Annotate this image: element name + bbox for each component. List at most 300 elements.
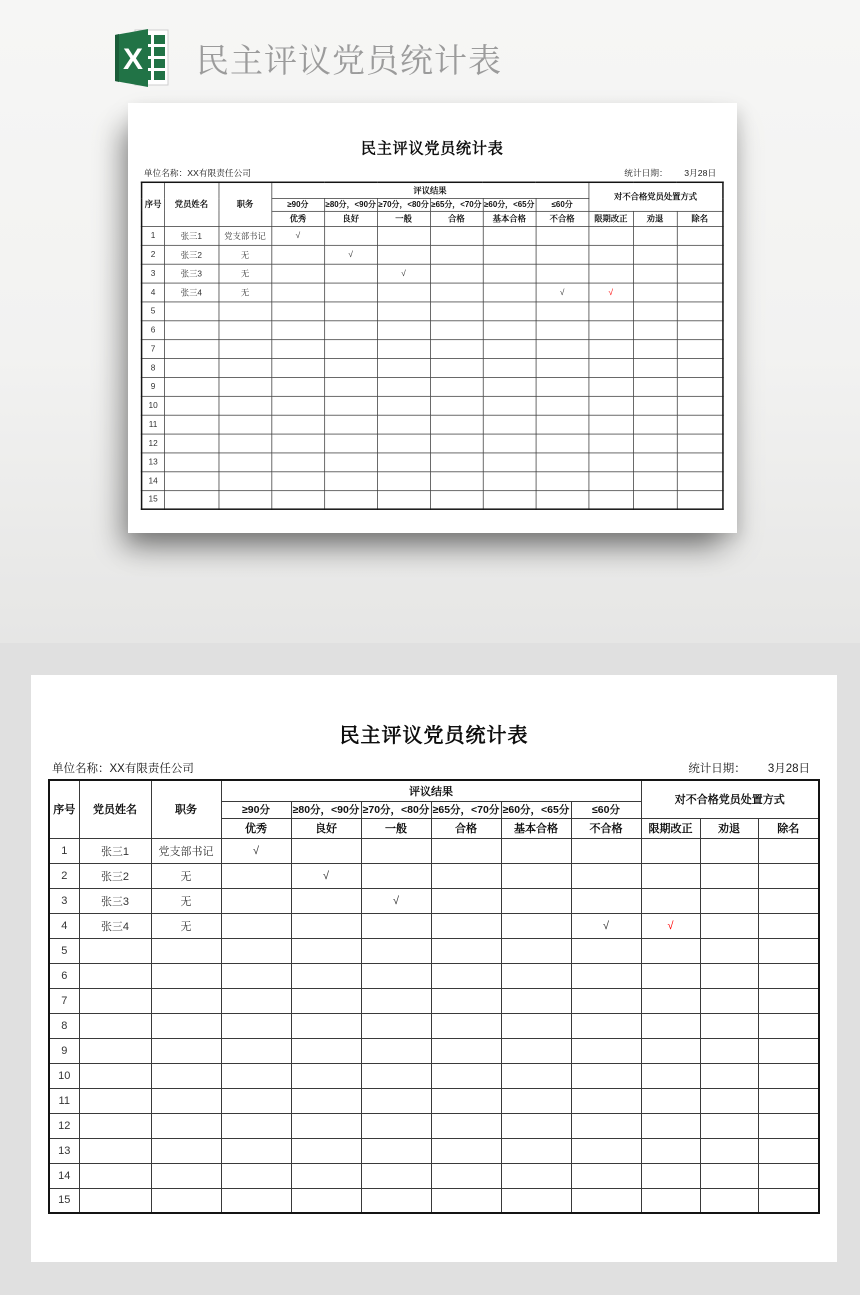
check-cell	[700, 888, 758, 913]
check-cell	[431, 1113, 501, 1138]
check-cell	[324, 434, 377, 453]
check-cell	[483, 415, 536, 434]
sheet-page	[31, 675, 837, 1262]
score-header-cell: ≥65分，<70分	[430, 198, 483, 211]
check-cell	[271, 471, 324, 490]
table-row	[49, 913, 819, 938]
check-cell	[633, 245, 677, 264]
table-row	[49, 1113, 819, 1138]
group-header-disposal: 对不合格党员处置方式	[589, 182, 723, 211]
member-name-cell	[164, 320, 218, 339]
check-cell	[700, 913, 758, 938]
check-cell	[589, 226, 634, 245]
member-name-cell: 张三1	[79, 838, 151, 863]
check-cell	[633, 358, 677, 377]
score-header-cell: ≥70分，<80分	[361, 801, 431, 818]
check-cell	[571, 888, 641, 913]
check-cell	[677, 415, 723, 434]
member-name-cell	[79, 1188, 151, 1213]
disposal-header-cell: 限期改正	[641, 818, 700, 838]
check-cell	[271, 453, 324, 472]
check-cell	[483, 302, 536, 321]
check-cell: √	[536, 283, 589, 302]
row-no-cell: 3	[49, 888, 79, 913]
check-cell	[361, 938, 431, 963]
check-cell	[641, 838, 700, 863]
check-cell	[700, 1063, 758, 1088]
check-cell	[291, 1188, 361, 1213]
check-cell	[571, 963, 641, 988]
check-cell	[361, 1163, 431, 1188]
check-cell	[641, 1113, 700, 1138]
score-header-cell: ≥90分	[221, 801, 291, 818]
table-row	[49, 1138, 819, 1163]
check-cell	[431, 913, 501, 938]
member-name-cell	[79, 1013, 151, 1038]
check-cell	[700, 963, 758, 988]
check-cell	[483, 453, 536, 472]
disposal-header-cell: 除名	[758, 818, 819, 838]
table-row	[142, 396, 723, 415]
member-name-cell: 张三2	[164, 245, 218, 264]
check-cell	[758, 888, 819, 913]
table-row	[49, 1163, 819, 1188]
check-cell	[758, 963, 819, 988]
check-cell	[633, 226, 677, 245]
check-cell	[430, 302, 483, 321]
check-cell	[589, 339, 634, 358]
member-name-cell	[79, 963, 151, 988]
check-cell	[483, 283, 536, 302]
check-cell	[633, 377, 677, 396]
disposal-header-cell: 限期改正	[589, 211, 634, 226]
duty-cell	[151, 1088, 221, 1113]
duty-cell: 党支部书记	[151, 838, 221, 863]
check-cell	[377, 358, 430, 377]
table-row	[49, 838, 819, 863]
table-row	[142, 264, 723, 283]
duty-cell	[151, 988, 221, 1013]
check-cell	[483, 320, 536, 339]
check-cell	[700, 1188, 758, 1213]
check-cell	[431, 838, 501, 863]
row-no-cell: 9	[142, 377, 165, 396]
grade-header-cell: 合格	[430, 211, 483, 226]
check-cell	[589, 377, 634, 396]
check-cell	[361, 1138, 431, 1163]
check-cell: √	[361, 888, 431, 913]
check-cell	[291, 1038, 361, 1063]
check-cell	[700, 988, 758, 1013]
unit-name-value: XX有限责任公司	[187, 169, 251, 179]
check-cell	[501, 838, 571, 863]
duty-cell	[219, 415, 272, 434]
stat-date-label: 统计日期：	[624, 169, 668, 179]
duty-cell	[151, 1163, 221, 1188]
row-no-cell: 8	[142, 358, 165, 377]
row-no-cell: 6	[49, 963, 79, 988]
check-cell	[271, 320, 324, 339]
check-cell	[361, 913, 431, 938]
check-cell	[536, 396, 589, 415]
check-cell	[677, 453, 723, 472]
score-header-cell: ≥80分，<90分	[324, 198, 377, 211]
check-cell	[377, 245, 430, 264]
check-cell	[589, 264, 634, 283]
check-cell	[271, 415, 324, 434]
check-cell	[271, 339, 324, 358]
check-cell	[758, 838, 819, 863]
check-cell	[536, 264, 589, 283]
member-name-cell	[164, 453, 218, 472]
grade-header-cell: 一般	[377, 211, 430, 226]
col-header-duty: 职务	[151, 780, 221, 838]
row-no-cell: 5	[49, 938, 79, 963]
duty-cell	[151, 1113, 221, 1138]
row-no-cell: 2	[142, 245, 165, 264]
score-header-cell: ≥65分，<70分	[431, 801, 501, 818]
duty-cell	[151, 938, 221, 963]
check-cell	[571, 1113, 641, 1138]
unit-name	[144, 167, 251, 179]
check-cell	[501, 1038, 571, 1063]
check-cell	[677, 339, 723, 358]
check-cell	[641, 888, 700, 913]
member-name-cell: 张三3	[79, 888, 151, 913]
check-cell	[483, 396, 536, 415]
check-cell	[677, 264, 723, 283]
member-name-cell: 张三3	[164, 264, 218, 283]
check-cell	[633, 302, 677, 321]
check-cell	[431, 938, 501, 963]
grade-header-cell: 基本合格	[501, 818, 571, 838]
row-no-cell: 11	[49, 1088, 79, 1113]
score-header-cell: ≤60分	[536, 198, 589, 211]
table-row	[49, 1088, 819, 1113]
check-cell	[633, 264, 677, 283]
unit-name-label: 单位名称：	[143, 169, 188, 179]
check-cell	[677, 320, 723, 339]
check-cell	[431, 1038, 501, 1063]
check-cell	[430, 264, 483, 283]
member-name-cell	[79, 1163, 151, 1188]
member-name-cell	[164, 302, 218, 321]
check-cell	[430, 377, 483, 396]
row-no-cell: 13	[142, 453, 165, 472]
member-name-cell	[164, 377, 218, 396]
duty-cell	[219, 302, 272, 321]
stat-date	[688, 760, 810, 776]
grade-header-cell: 不合格	[536, 211, 589, 226]
check-cell	[361, 1113, 431, 1138]
check-cell	[221, 988, 291, 1013]
check-cell	[377, 396, 430, 415]
check-cell	[377, 434, 430, 453]
sheet-meta-row	[144, 167, 716, 179]
check-cell	[361, 863, 431, 888]
row-no-cell: 11	[142, 415, 165, 434]
check-cell	[291, 1138, 361, 1163]
row-no-cell: 7	[49, 988, 79, 1013]
check-cell	[536, 434, 589, 453]
check-cell	[589, 245, 634, 264]
group-header-disposal: 对不合格党员处置方式	[641, 780, 819, 818]
grade-header-cell: 一般	[361, 818, 431, 838]
check-cell	[536, 453, 589, 472]
member-name-cell: 张三1	[164, 226, 218, 245]
row-no-cell: 1	[49, 838, 79, 863]
check-cell	[291, 838, 361, 863]
check-cell	[431, 1163, 501, 1188]
check-cell	[536, 490, 589, 509]
check-cell	[677, 283, 723, 302]
check-cell	[221, 1063, 291, 1088]
check-cell	[536, 415, 589, 434]
duty-cell: 无	[219, 245, 272, 264]
check-cell	[291, 1063, 361, 1088]
table-row	[142, 302, 723, 321]
check-cell	[758, 988, 819, 1013]
duty-cell	[151, 1038, 221, 1063]
member-name-cell	[79, 1088, 151, 1113]
check-cell	[377, 320, 430, 339]
duty-cell: 无	[219, 264, 272, 283]
check-cell	[430, 415, 483, 434]
table-row	[49, 1063, 819, 1088]
check-cell	[221, 1013, 291, 1038]
check-cell	[700, 1013, 758, 1038]
unit-name-value: XX有限责任公司	[109, 763, 194, 775]
score-header-cell: ≥90分	[271, 198, 324, 211]
member-name-cell	[164, 490, 218, 509]
check-cell	[324, 283, 377, 302]
check-cell	[430, 396, 483, 415]
member-name-cell	[79, 1063, 151, 1088]
check-cell	[501, 1013, 571, 1038]
preview-page-small	[128, 103, 737, 533]
member-name-cell: 张三4	[79, 913, 151, 938]
duty-cell	[219, 320, 272, 339]
check-cell	[361, 988, 431, 1013]
check-cell	[501, 888, 571, 913]
row-no-cell: 6	[142, 320, 165, 339]
check-cell	[641, 1163, 700, 1188]
check-cell	[758, 1038, 819, 1063]
row-no-cell: 2	[49, 863, 79, 888]
table-row	[142, 490, 723, 509]
check-cell	[430, 358, 483, 377]
check-cell	[677, 396, 723, 415]
check-cell	[501, 1063, 571, 1088]
check-cell	[700, 1038, 758, 1063]
duty-cell: 党支部书记	[219, 226, 272, 245]
check-cell	[641, 938, 700, 963]
check-cell	[633, 490, 677, 509]
check-cell	[483, 245, 536, 264]
duty-cell	[219, 453, 272, 472]
check-cell	[536, 358, 589, 377]
grade-header-cell: 基本合格	[483, 211, 536, 226]
check-cell	[501, 913, 571, 938]
check-cell	[633, 339, 677, 358]
duty-cell	[151, 1138, 221, 1163]
check-cell	[377, 471, 430, 490]
row-no-cell: 1	[142, 226, 165, 245]
duty-cell: 无	[151, 888, 221, 913]
check-cell	[641, 1038, 700, 1063]
check-cell	[536, 320, 589, 339]
check-cell	[641, 1013, 700, 1038]
check-cell	[536, 339, 589, 358]
disposal-header-cell: 除名	[677, 211, 723, 226]
check-cell: √	[571, 913, 641, 938]
check-cell	[677, 226, 723, 245]
row-no-cell: 10	[142, 396, 165, 415]
table-row	[49, 1188, 819, 1213]
check-cell	[589, 471, 634, 490]
check-cell	[483, 358, 536, 377]
check-cell	[483, 377, 536, 396]
review-table-slot	[48, 779, 837, 1214]
check-cell	[571, 838, 641, 863]
check-cell	[571, 1188, 641, 1213]
check-cell	[536, 471, 589, 490]
check-cell	[430, 320, 483, 339]
check-cell	[641, 863, 700, 888]
check-cell	[571, 1063, 641, 1088]
check-cell: √	[221, 838, 291, 863]
check-cell	[536, 245, 589, 264]
review-table	[48, 779, 820, 1214]
row-no-cell: 5	[142, 302, 165, 321]
check-cell	[324, 320, 377, 339]
grade-header-cell: 合格	[431, 818, 501, 838]
check-cell	[571, 988, 641, 1013]
check-cell	[377, 283, 430, 302]
svg-text:X: X	[122, 43, 144, 76]
check-cell	[271, 490, 324, 509]
check-cell	[324, 453, 377, 472]
check-cell	[700, 1113, 758, 1138]
check-cell	[589, 415, 634, 434]
check-cell	[758, 1163, 819, 1188]
check-cell	[221, 1113, 291, 1138]
check-cell	[641, 963, 700, 988]
check-cell	[677, 358, 723, 377]
check-cell	[758, 1013, 819, 1038]
check-cell	[361, 1038, 431, 1063]
check-cell	[324, 358, 377, 377]
stat-date-label: 统计日期：	[688, 763, 746, 775]
check-cell	[633, 283, 677, 302]
row-no-cell: 9	[49, 1038, 79, 1063]
check-cell	[361, 1063, 431, 1088]
check-cell	[430, 283, 483, 302]
duty-cell: 无	[151, 913, 221, 938]
check-cell	[291, 963, 361, 988]
check-cell	[221, 913, 291, 938]
check-cell	[271, 245, 324, 264]
excel-icon	[112, 27, 170, 89]
check-cell	[641, 1138, 700, 1163]
check-cell	[291, 1113, 361, 1138]
row-no-cell: 8	[49, 1013, 79, 1038]
bottom-section	[0, 643, 860, 1295]
check-cell	[700, 1088, 758, 1113]
stat-date-value: 3月28日	[767, 763, 810, 775]
table-row	[142, 245, 723, 264]
grade-header-cell: 不合格	[571, 818, 641, 838]
col-header-duty: 职务	[219, 182, 272, 226]
check-cell	[431, 1013, 501, 1038]
check-cell	[589, 358, 634, 377]
check-cell	[221, 938, 291, 963]
check-cell	[324, 490, 377, 509]
table-row	[142, 283, 723, 302]
check-cell	[633, 471, 677, 490]
table-row	[142, 320, 723, 339]
check-cell	[221, 863, 291, 888]
check-cell	[271, 358, 324, 377]
row-no-cell: 15	[49, 1188, 79, 1213]
row-no-cell: 14	[49, 1163, 79, 1188]
table-row	[142, 415, 723, 434]
table-row	[142, 434, 723, 453]
check-cell	[221, 1188, 291, 1213]
row-no-cell: 12	[49, 1113, 79, 1138]
check-cell: √	[324, 245, 377, 264]
check-cell	[377, 339, 430, 358]
member-name-cell	[164, 396, 218, 415]
row-no-cell: 4	[142, 283, 165, 302]
duty-cell	[219, 377, 272, 396]
score-header-cell: ≥70分，<80分	[377, 198, 430, 211]
col-header-no: 序号	[49, 780, 79, 838]
check-cell	[271, 396, 324, 415]
check-cell	[377, 415, 430, 434]
stat-date	[624, 167, 716, 179]
check-cell	[571, 1038, 641, 1063]
check-cell	[431, 1138, 501, 1163]
brand-header	[112, 27, 502, 89]
check-cell	[431, 988, 501, 1013]
check-cell	[758, 863, 819, 888]
check-cell	[430, 453, 483, 472]
member-name-cell	[79, 1038, 151, 1063]
duty-cell	[219, 434, 272, 453]
check-cell	[501, 863, 571, 888]
check-cell	[501, 938, 571, 963]
member-name-cell	[164, 415, 218, 434]
row-no-cell: 12	[142, 434, 165, 453]
check-cell	[324, 377, 377, 396]
member-name-cell	[79, 988, 151, 1013]
duty-cell	[151, 1063, 221, 1088]
check-cell	[536, 302, 589, 321]
check-cell	[758, 1138, 819, 1163]
check-cell	[483, 264, 536, 283]
check-cell	[677, 471, 723, 490]
check-cell	[271, 283, 324, 302]
row-no-cell: 14	[142, 471, 165, 490]
table-row	[142, 358, 723, 377]
sheet-title: 民主评议党员统计表	[339, 725, 529, 747]
sheet-title: 民主评议党员统计表	[360, 140, 504, 158]
score-header-cell: ≥60分，<65分	[483, 198, 536, 211]
check-cell	[501, 1113, 571, 1138]
check-cell	[589, 490, 634, 509]
check-cell	[501, 1138, 571, 1163]
